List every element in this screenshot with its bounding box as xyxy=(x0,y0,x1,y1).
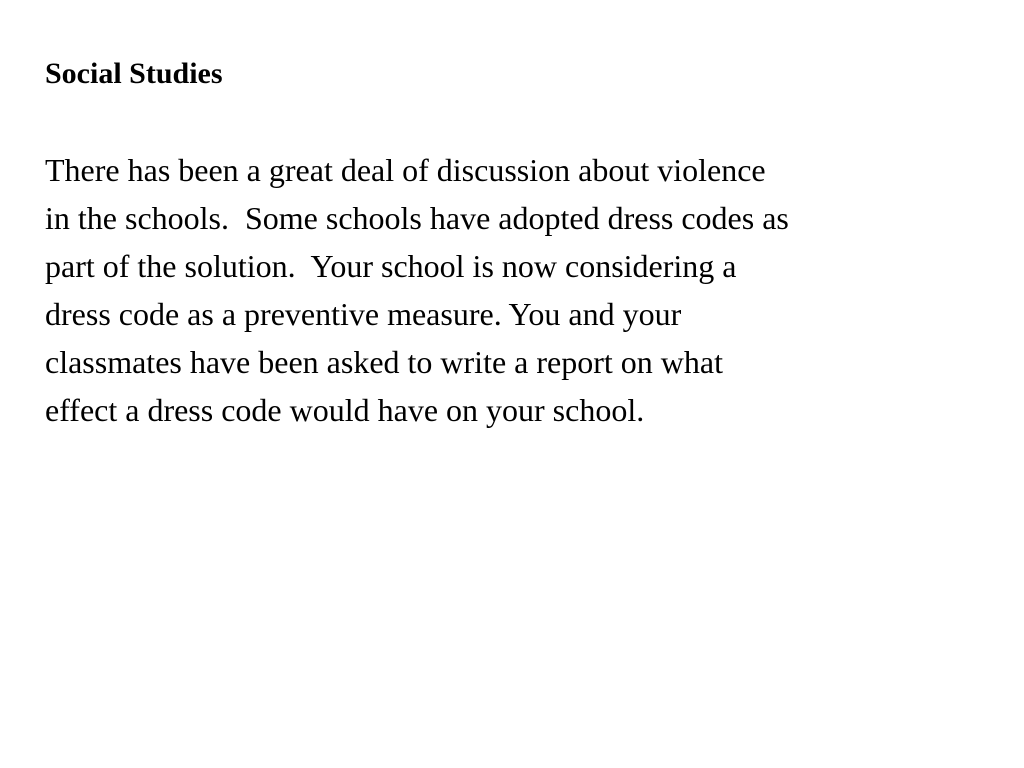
body-line: classmates have been asked to write a report on what xyxy=(45,344,723,380)
slide-body xyxy=(45,146,1005,434)
body-line: effect a dress code would have on your school. xyxy=(45,392,645,428)
body-line: There has been a great deal of discussion about violence xyxy=(45,152,766,188)
body-line: part of the solution. Your school is now considering a xyxy=(45,248,737,284)
body-line: dress code as a preventive measure. You and your xyxy=(45,296,682,332)
body-line: in the schools. Some schools have adopted dress codes as xyxy=(45,200,789,236)
slide-title: Social Studies xyxy=(45,57,223,90)
